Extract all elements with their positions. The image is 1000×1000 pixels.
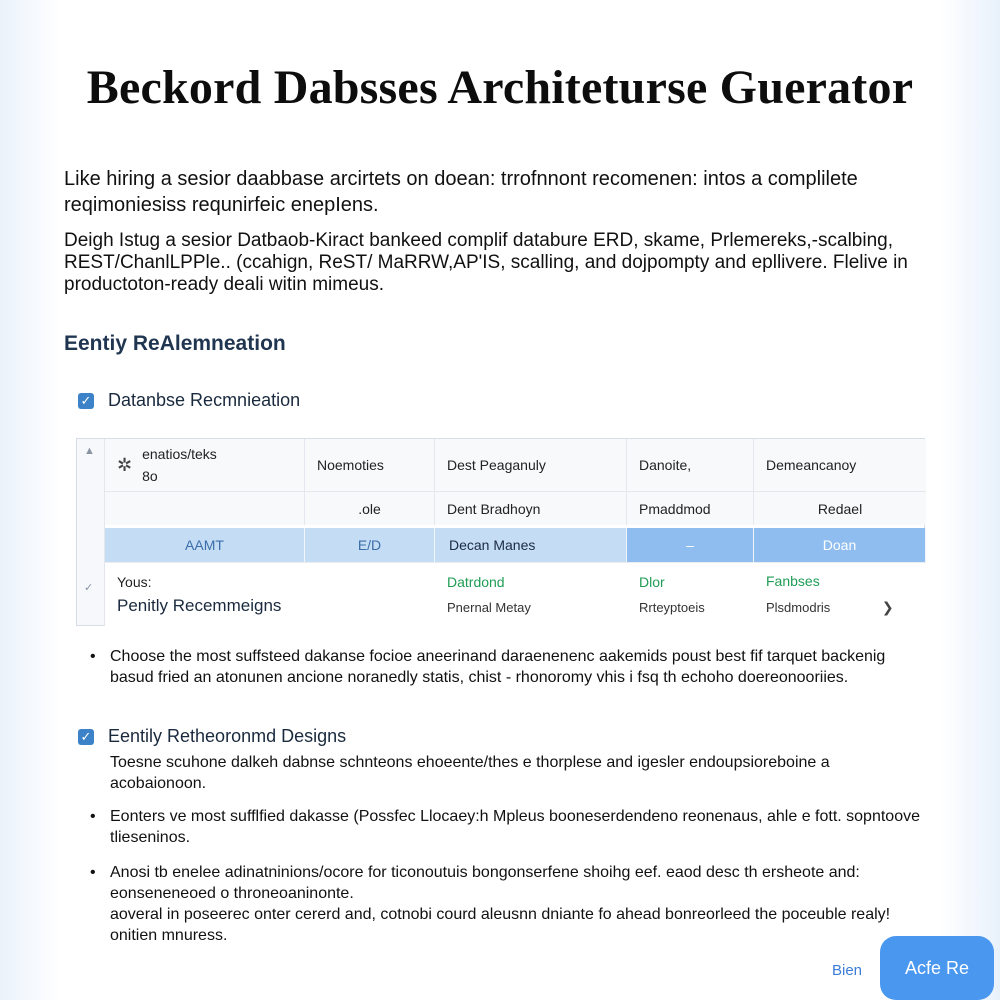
cell-detail: Pnernal Metay xyxy=(447,600,531,615)
table-cell xyxy=(105,492,305,525)
page-title: Beckord Dabsses Architeturse Guerator xyxy=(86,61,914,114)
table-cell: .ole xyxy=(305,492,435,525)
table-cell xyxy=(754,563,926,626)
checkbox-checked-icon[interactable]: ✓ xyxy=(78,393,94,409)
list-item-continuation: aoveral in poseerec onter cererd and, cotnobi courd aleusnn dniante fo ahead bonreorleed the poceuble realy! onitien mnuress. xyxy=(110,906,891,944)
bullet-list-3 xyxy=(90,862,920,946)
table-cell xyxy=(435,563,627,626)
list-item: • Anosi tb enelee adinatninions/ocore for ticonoutuis bongonserfene shoihg eef. eaod desc th ersheote and: eonseneneoed o throneoaninonte. xyxy=(90,862,920,904)
table-cell xyxy=(305,563,435,626)
pending-recommendations-label: Penitly Recemmeigns xyxy=(117,595,282,615)
chevron-right-icon[interactable]: ❯ xyxy=(881,599,894,615)
recommendation-table xyxy=(76,438,925,626)
table-header-cell: Demeancanoy xyxy=(766,457,857,473)
list-item: • Eonters ve most sufflfied dakasse (Possfec Llocaey:h Mpleus booneserdendeno reonenaus, ahle e fott. sopntoove tlieseninos. xyxy=(90,806,920,848)
table-cell: Dent Bradhoyn xyxy=(435,492,627,525)
status-text: Fanbses xyxy=(766,573,820,589)
table-cell: Pmaddmod xyxy=(627,492,754,525)
table-row[interactable] xyxy=(105,491,926,525)
bullet-list-2 xyxy=(90,806,920,848)
list-item: • Choose the most suffsteed dakanse focioe aneerinand daraenenenc aakemids poust best fif tarquet backenig basud fried an atonunen ancione noranedly statis, chist - rhonoromy vhis i fsq th echoho doereonooriies. xyxy=(90,646,920,688)
checkbox-checked-icon[interactable]: ✓ xyxy=(78,729,94,745)
cell-detail xyxy=(766,599,894,616)
subsection-label: Eentily Retheoronmd Designs xyxy=(108,726,347,746)
table-row[interactable] xyxy=(105,562,926,626)
checkbox-label: Datanbse Recmnieation xyxy=(108,390,301,410)
scroll-up-icon[interactable]: ▲ xyxy=(84,445,95,457)
section-heading: Eentiy ReAlemneation xyxy=(64,332,286,355)
table-scrollbar[interactable] xyxy=(77,439,105,625)
database-recommendation-checkbox-row[interactable] xyxy=(78,390,300,411)
status-text: Datrdond xyxy=(447,574,505,590)
footer-link[interactable]: Bien xyxy=(832,962,863,979)
table-header-row xyxy=(105,439,926,491)
table-cell: E/D xyxy=(305,528,435,562)
table-cell xyxy=(105,563,305,626)
table-cell: Redael xyxy=(817,500,863,517)
header-entity-line2: 8o xyxy=(142,468,158,484)
status-text: Dlor xyxy=(639,574,665,590)
entity-designs-checkbox-row[interactable] xyxy=(78,726,346,747)
table-cell: Decan Manes xyxy=(435,528,627,562)
subsection-description: Toesne scuhone dalkeh dabnse schnteons ehoeente/thes e thorplese and igesler endoupsioreboine a acobaionoon. xyxy=(110,754,830,792)
your-label: Yous: xyxy=(117,573,152,590)
table-row-selected[interactable] xyxy=(105,528,926,562)
primary-action-button[interactable]: Acfe Re xyxy=(880,936,994,1000)
table-header-cell: Dest Peaganuly xyxy=(435,439,627,491)
table-header-cell: Noemoties xyxy=(305,439,435,491)
table-cell: AAMT xyxy=(105,528,305,562)
intro-description: Deigh Istug a sesior Datbaob-Kiract bankeed complif databure ERD, skame, Prlemereks,-scalbing, REST/ChanlLPPle.. (ccahign, ReST/ MaRRW,AP'IS, scalling, and dojpompty and epllivere. Flelive in productoton-ready deali witin mimeus. xyxy=(64,230,908,295)
table-header-entity xyxy=(105,439,305,491)
cell-detail-text: Plsdmodris xyxy=(766,600,831,615)
table-header-cell: Danoite, xyxy=(627,439,754,491)
gear-icon: ✲ xyxy=(117,454,133,475)
bullet-list-1 xyxy=(90,646,920,688)
header-entity-line1: enatios/teks xyxy=(142,446,217,462)
table-cell: – xyxy=(627,528,754,562)
table-cell: Doan xyxy=(754,528,926,562)
intro-paragraph: Like hiring a sesior daabbase arcirtets on doean: trrofnnont recomenen: intos a complilete reqimoniesiss requnirfeic enepIens. xyxy=(64,168,858,216)
cell-detail: Rrteyptoeis xyxy=(639,600,705,615)
table-cell xyxy=(627,563,754,626)
scroll-down-icon[interactable]: ✓ xyxy=(84,582,94,594)
